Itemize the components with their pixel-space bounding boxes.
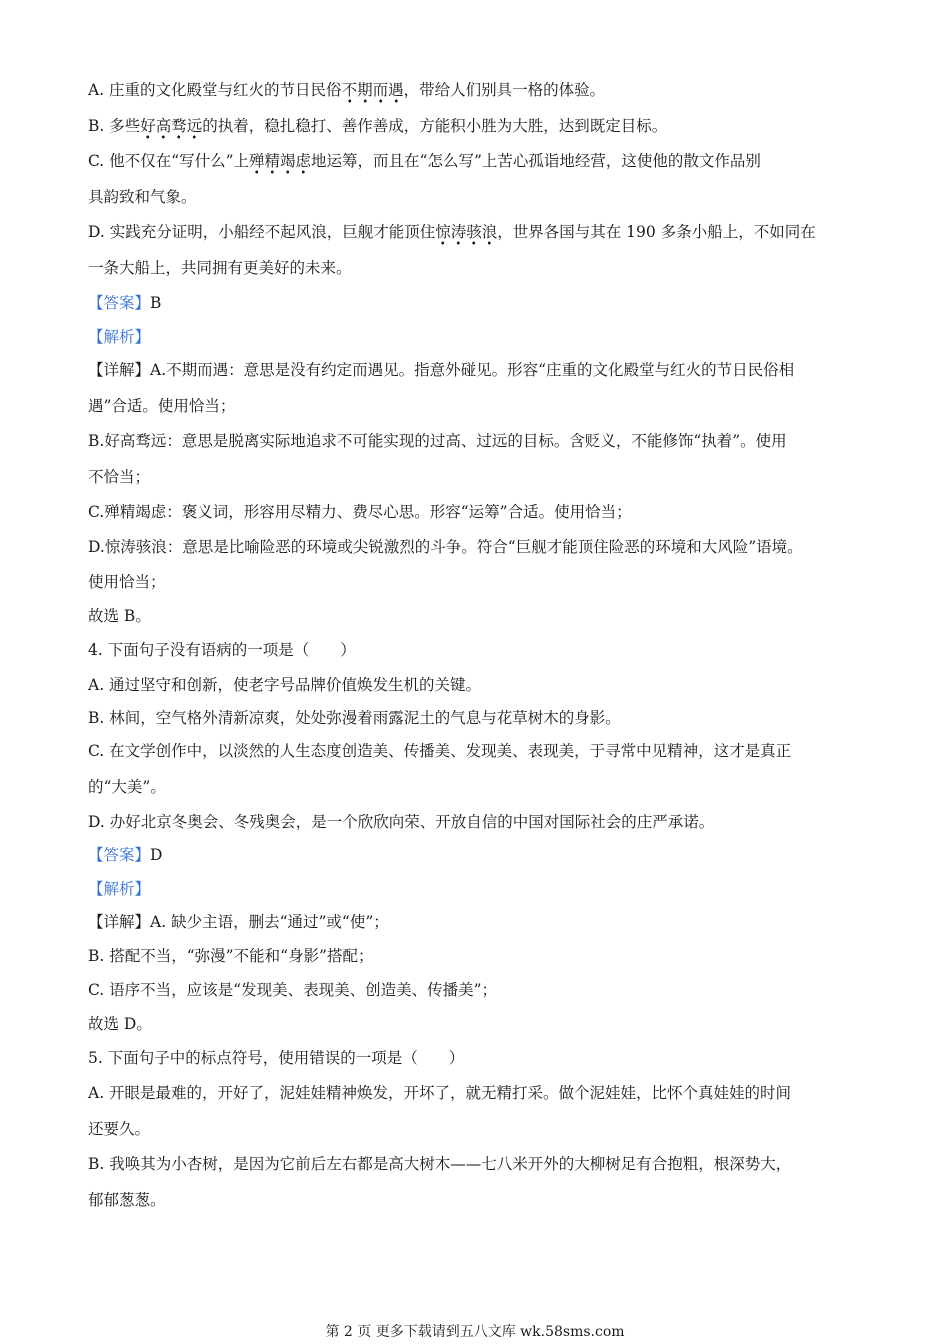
q4-stem: 4. 下面句子没有语病的一项是（ ） — [88, 641, 356, 659]
q4-conclusion: 故选 D。 — [88, 1015, 152, 1033]
q4-analysis-label: 【解析】 — [88, 880, 151, 898]
q4-detail-line: B. 搭配不当，“弥漫”不能和“身影”搭配； — [88, 947, 374, 965]
emphasis-text: 殚精竭虑 — [249, 152, 311, 174]
emphasis-text: 惊涛骇浪 — [435, 223, 497, 245]
answer-label: 【答案】 — [88, 294, 151, 312]
q4-detail: 【详解】A. 缺少主语，删去“通过”或“使”； — [88, 913, 389, 931]
emphasis-text: 好高骛远 — [140, 117, 202, 139]
q3-detail-line: B.好高骛远：意思是脱离实际地追求不可能实现的过高、过远的目标。含贬义，不能修饰“执着”。使用 — [88, 432, 787, 450]
q4-option-c: C. 在文学创作中，以淡然的人生态度创造美、传播美、发现美、表现美，于寻常中见精神，这才是真正 — [88, 742, 792, 760]
q5-option-b-cont: 郁郁葱葱。 — [88, 1191, 166, 1209]
q3-option-b: B. 多些好高骛远的执着，稳扎稳打、善作善成，方能积小胜为大胜，达到既定目标。 — [88, 116, 667, 136]
detail-label: 【详解】 — [88, 913, 151, 931]
answer-value: B — [150, 294, 162, 312]
emphasis-text: 不期而遇 — [342, 81, 404, 103]
q5-option-b: B. 我唤其为小杏树，是因为它前后左右都是高大树木——七八米开外的大柳树足有合抱粗，根深势大， — [88, 1155, 792, 1173]
q4-option-c-cont: 的“大美”。 — [88, 778, 166, 796]
detail-label: 【详解】 — [88, 361, 151, 379]
q4-option-d: D. 办好北京冬奥会、冬残奥会，是一个欣欣向荣、开放自信的中国对国际社会的庄严承诺。 — [88, 813, 715, 831]
q5-stem: 5. 下面句子中的标点符号，使用错误的一项是（ ） — [88, 1049, 465, 1067]
q4-detail-line: C. 语序不当，应该是“发现美、表现美、创造美、传播美”； — [88, 981, 498, 999]
q3-option-d-cont: 一条大船上，共同拥有更美好的未来。 — [88, 259, 352, 277]
q5-option-a-cont: 还要久。 — [88, 1120, 151, 1138]
q3-option-d: D. 实践充分证明，小船经不起风浪，巨舰才能顶住惊涛骇浪，世界各国与其在 190 多条小船上，不如同在 — [88, 222, 816, 242]
q3-detail-line: 使用恰当； — [88, 573, 166, 591]
q3-option-c-cont: 具韵致和气象。 — [88, 188, 197, 206]
q3-analysis-label: 【解析】 — [88, 328, 151, 346]
q3-detail-line: D.惊涛骇浪：意思是比喻险恶的环境或尖锐激烈的斗争。符合“巨舰才能顶住险恶的环境和大风险”语境。 — [88, 538, 803, 556]
answer-value: D — [150, 846, 163, 864]
q3-detail-line: 遇”合适。使用恰当； — [88, 397, 236, 415]
q3-option-a: A. 庄重的文化殿堂与红火的节日民俗不期而遇，带给人们别具一格的体验。 — [88, 80, 605, 100]
q3-detail-line: C.殚精竭虑：褒义词，形容用尽精力、费尽心思。形容“运筹”合适。使用恰当； — [88, 503, 632, 521]
q3-conclusion: 故选 B。 — [88, 607, 151, 625]
q4-option-a: A. 通过坚守和创新，使老字号品牌价值焕发生机的关键。 — [88, 676, 482, 694]
q5-option-a: A. 开眼是最难的，开好了，泥娃娃精神焕发，开坏了，就无精打采。做个泥娃娃，比怀个真娃娃的时间 — [88, 1084, 792, 1102]
answer-label: 【答案】 — [88, 846, 151, 864]
q3-option-c: C. 他不仅在“写什么”上殚精竭虑地运筹，而且在“怎么写”上苦心孤诣地经营，这使他的散文作品别 — [88, 151, 761, 171]
q4-option-b: B. 林间，空气格外清新凉爽，处处弥漫着雨露泥土的气息与花草树木的身影。 — [88, 709, 621, 727]
q3-detail: 【详解】A.不期而遇：意思是没有约定而遇见。指意外碰见。形容“庄重的文化殿堂与红火的节日民俗相 — [88, 361, 795, 379]
q4-answer — [88, 845, 162, 865]
page-footer: 第 2 页 更多下载请到五八文库 wk.58sms.com — [325, 1324, 625, 1340]
q3-answer — [88, 293, 161, 313]
q3-detail-line: 不恰当； — [88, 468, 151, 486]
